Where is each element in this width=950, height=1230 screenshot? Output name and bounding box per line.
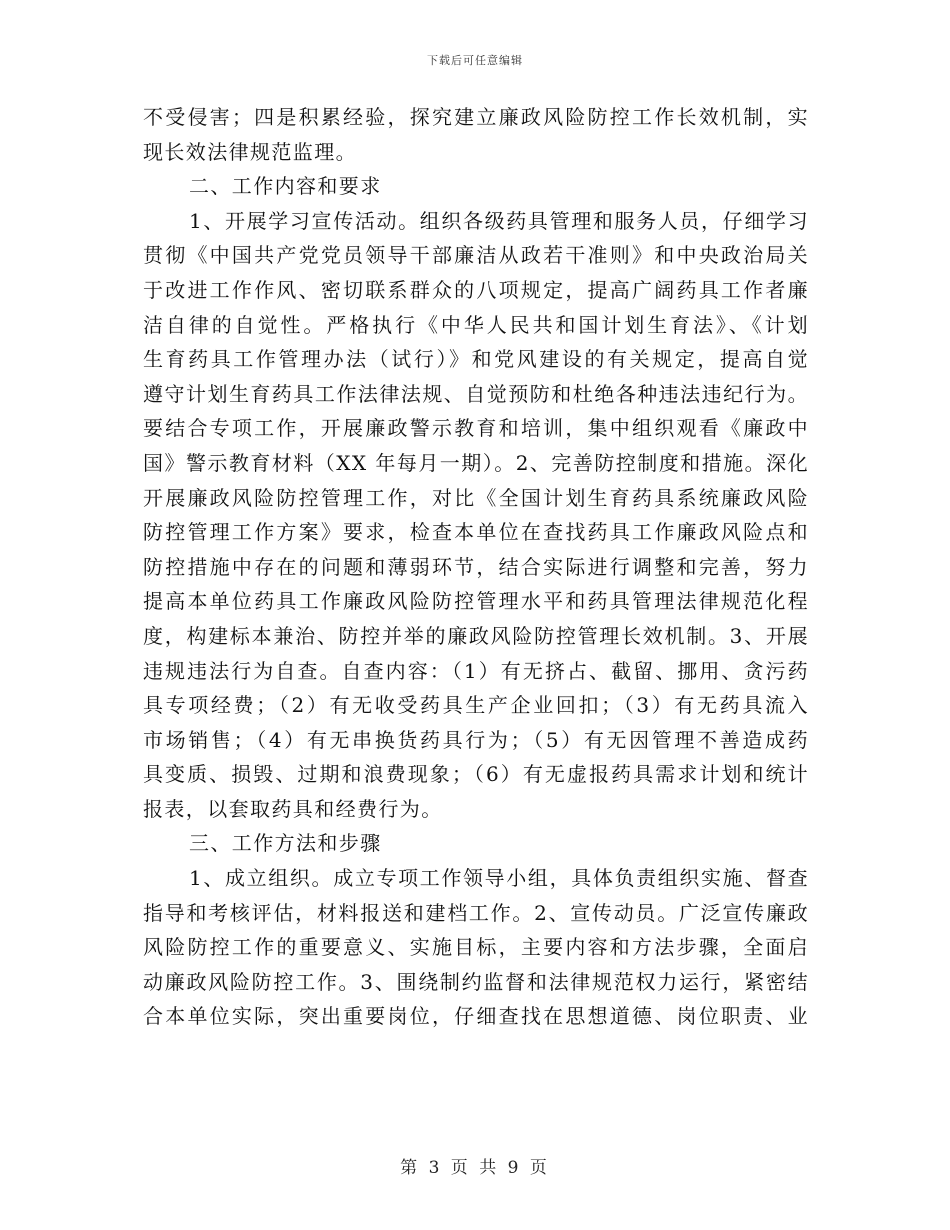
text-line: 动廉政风险防控工作。3、围绕制约监督和法律规范权力运行，紧密结	[143, 969, 809, 994]
text-line: 遵守计划生育药具工作法律法规、自觉预防和杜绝各种违法违纪行为。	[143, 381, 809, 406]
text-line: 具专项经费；（2）有无收受药具生产企业回扣；（3）有无药具流入	[143, 693, 809, 718]
text-line: 现长效法律规范监理。	[143, 139, 357, 164]
text-line: 洁自律的自觉性。严格执行《中华人民共和国计划生育法》、《计划	[143, 312, 809, 337]
text-line: 度，构建标本兼治、防控并举的廉政风险防控管理长效机制。3、开展	[143, 623, 809, 648]
text-line: 指导和考核评估，材料报送和建档工作。2、宣传动员。广泛宣传廉政	[143, 900, 809, 925]
text-line: 生育药具工作管理办法（试行）》和党风建设的有关规定，提高自觉	[143, 347, 809, 372]
text-line: 1、成立组织。成立专项工作领导小组，具体负责组织实施、督查	[189, 866, 809, 891]
text-line: 贯彻《中国共产党党员领导干部廉洁从政若干准则》和中央政治局关	[143, 243, 809, 268]
text-line: 防控措施中存在的问题和薄弱环节，结合实际进行调整和完善，努力	[143, 554, 809, 579]
text-line: 市场销售；（4）有无串换货药具行为；（5）有无因管理不善造成药	[143, 727, 809, 752]
text-line: 提高本单位药具工作廉政风险防控管理水平和药具管理法律规范化程	[143, 589, 809, 614]
page-header-note: 下载后可任意编辑	[427, 54, 523, 67]
text-line: 报表，以套取药具和经费行为。	[143, 796, 443, 821]
text-line: 风险防控工作的重要意义、实施目标，主要内容和方法步骤，全面启	[143, 935, 809, 960]
text-line: 国》警示教育材料（XX 年每月一期）。2、完善防控制度和措施。深化	[143, 450, 809, 475]
text-line: 于改进工作作风、密切联系群众的八项规定，提高广阔药具工作者廉	[143, 277, 809, 302]
text-line: 合本单位实际，突出重要岗位，仔细查找在思想道德、岗位职责、业	[143, 1004, 809, 1029]
text-line: 违规违法行为自查。自查内容：（1）有无挤占、截留、挪用、贪污药	[143, 658, 809, 683]
text-line: 开展廉政风险防控管理工作，对比《全国计划生育药具系统廉政风险	[143, 485, 809, 510]
text-line: 防控管理工作方案》要求，检查本单位在查找药具工作廉政风险点和	[143, 520, 809, 545]
document-body	[143, 100, 809, 1034]
text-line: 1、开展学习宣传活动。组织各级药具管理和服务人员，仔细学习	[189, 208, 809, 233]
section-heading: 二、工作内容和要求	[189, 174, 382, 199]
text-line: 要结合专项工作，开展廉政警示教育和培训，集中组织观看《廉政中	[143, 416, 809, 441]
text-line: 不受侵害；四是积累经验，探究建立廉政风险防控工作长效机制，实	[143, 105, 809, 129]
text-line: 具变质、损毁、过期和浪费现象；（6）有无虚报药具需求计划和统计	[143, 762, 809, 787]
section-heading: 三、工作方法和步骤	[189, 831, 382, 856]
page-number-footer: 第 3 页 共 9 页	[400, 1158, 550, 1178]
